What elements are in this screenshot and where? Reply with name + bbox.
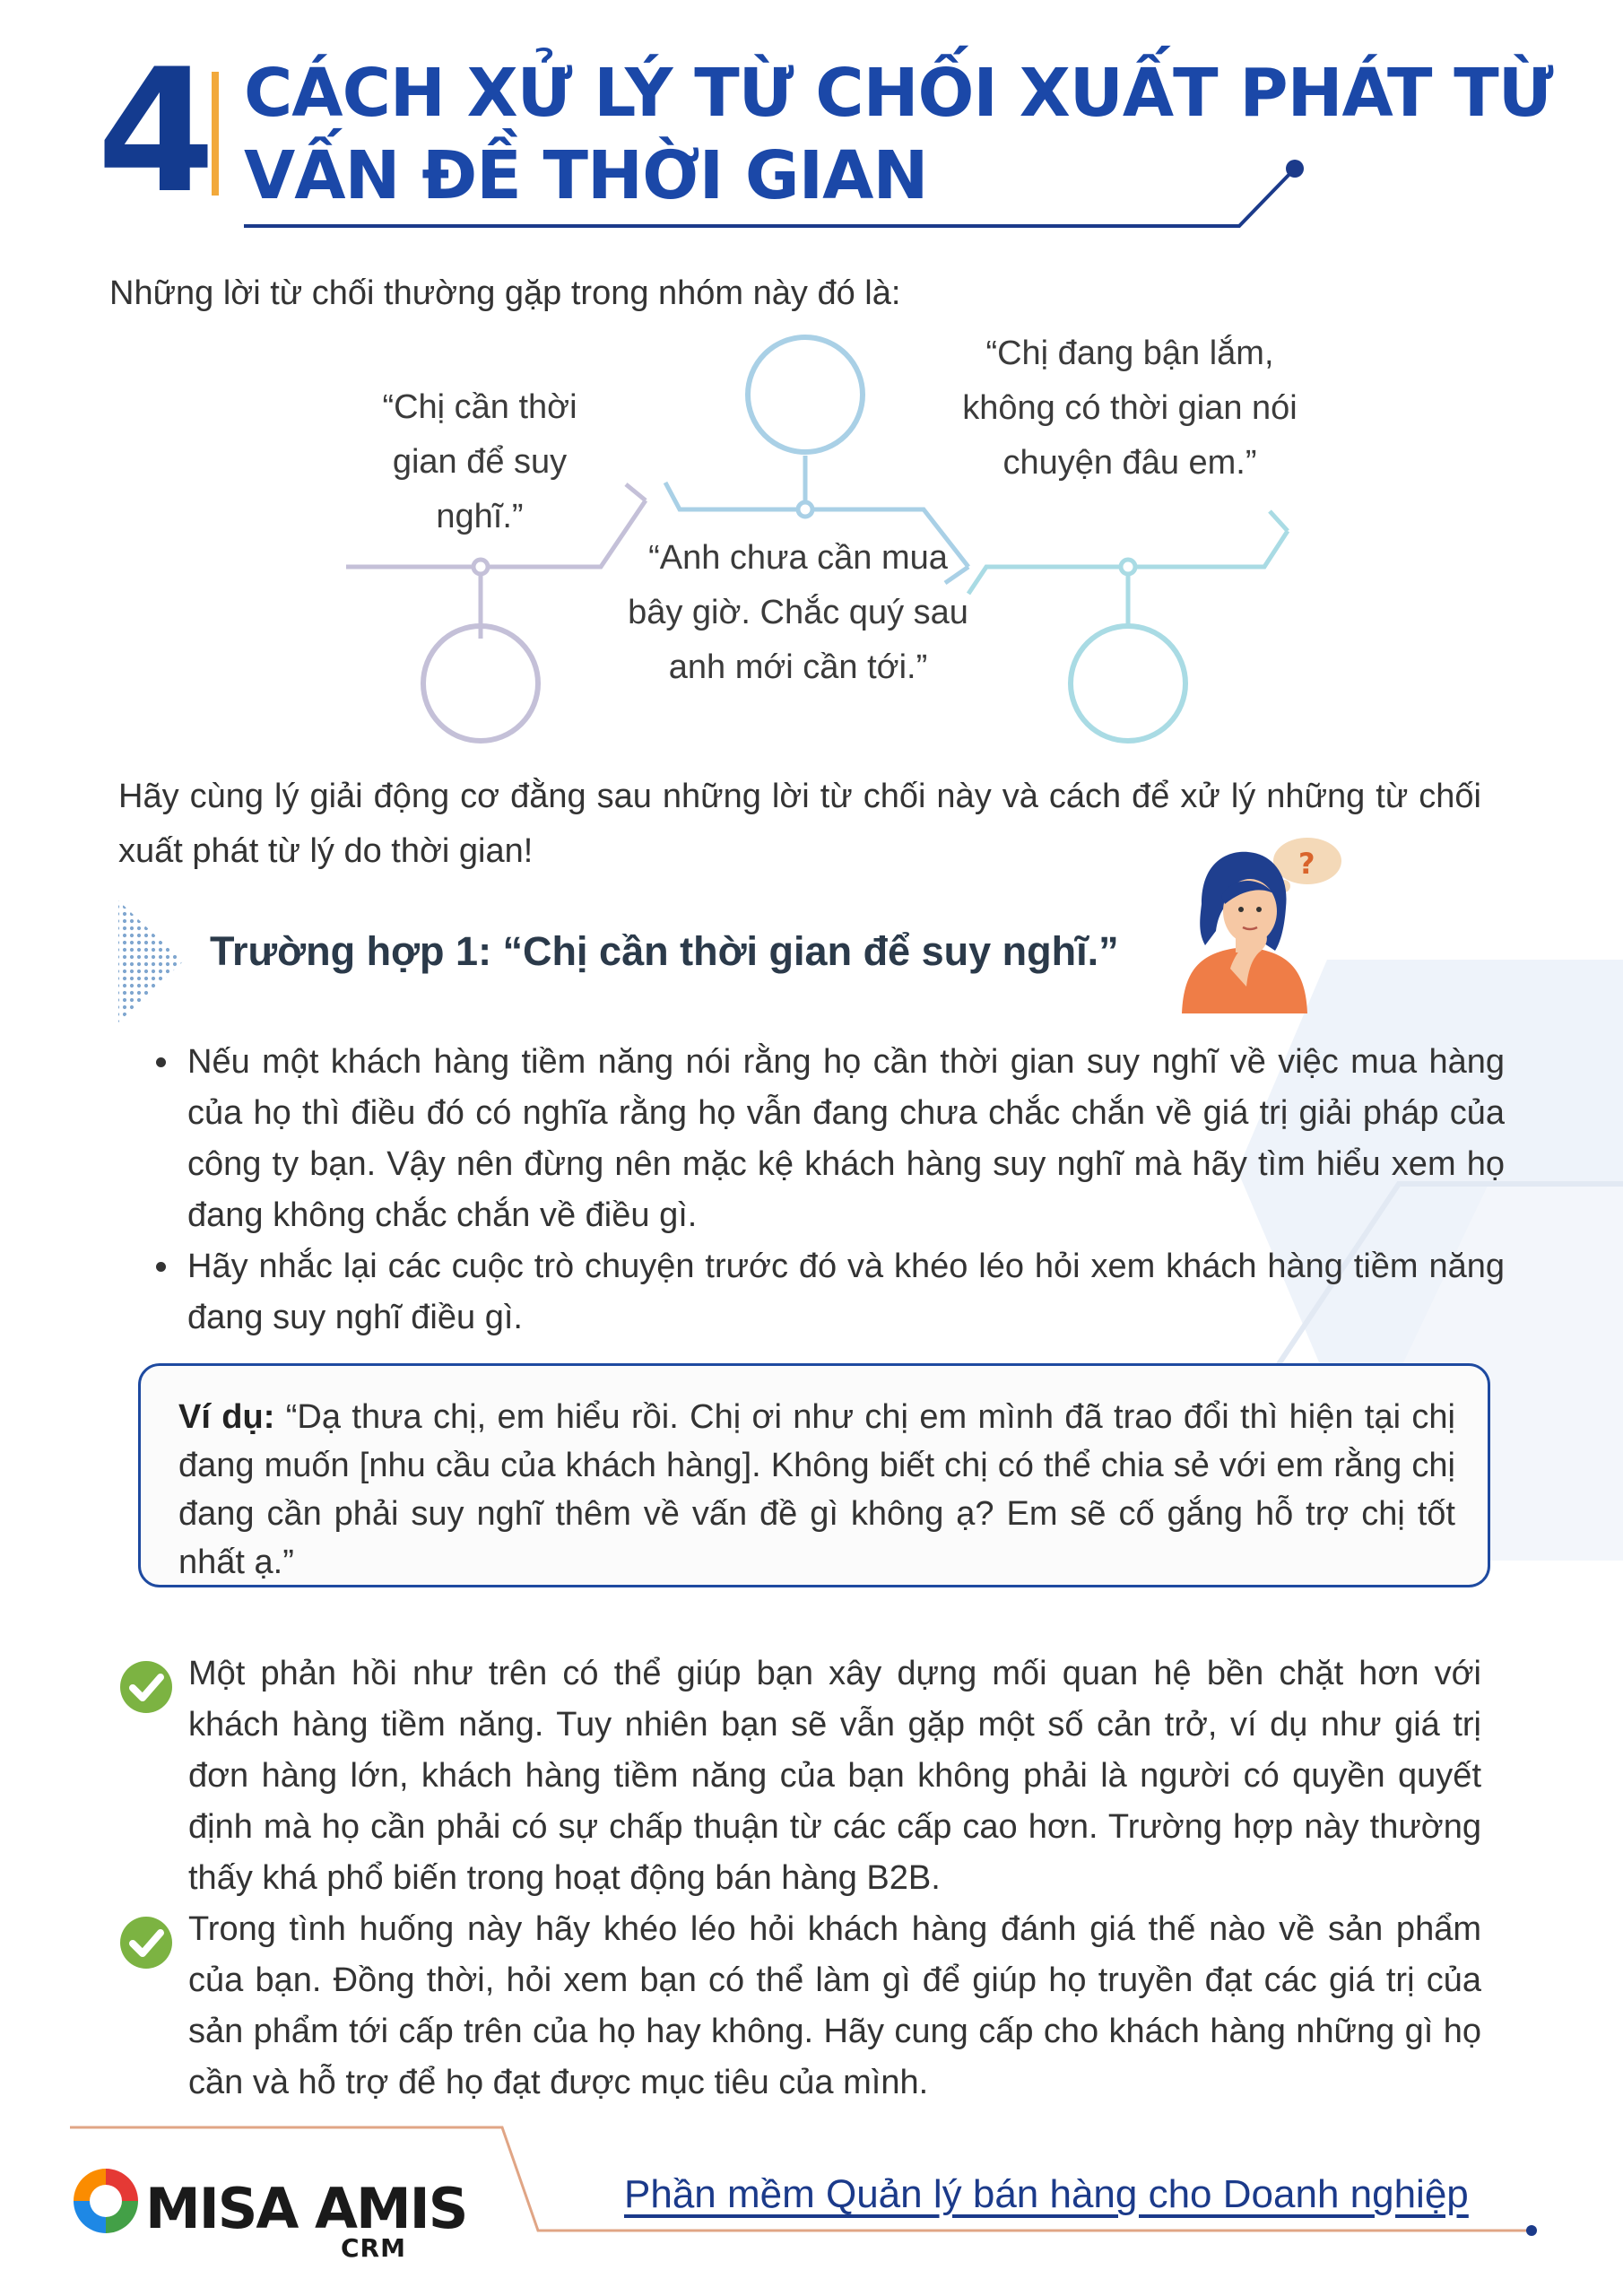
objection-quote-3: “Chị đang bận lắm, không có thời gian nói chuyện đâu em.”	[962, 335, 1298, 482]
intro-text: Những lời từ chối thường gặp trong nhóm này đó là:	[109, 274, 901, 312]
example-text: “Dạ thưa chị, em hiểu rồi. Chị ơi như chị em mình đã trao đổi thì hiện tại chị đang muốn [nhu cầu của khách hàng]. Không biết chị có thể chia sẻ với em rằng chị đang cần phải suy nghĩ thêm về vấn đề gì không ạ? Em sẽ cố gắng hỗ trợ chị tốt nhất ạ.”	[178, 1398, 1455, 1581]
objection-quote-1: “Chị cần thời gian để suy nghĩ.”	[382, 388, 577, 535]
check-item	[118, 1648, 1481, 1904]
number-divider	[212, 72, 219, 196]
section-number: 4	[97, 32, 209, 230]
misa-logo-icon	[70, 2165, 142, 2237]
thinking-woman-illustration	[1166, 834, 1345, 1013]
lead-paragraph: Hãy cùng lý giải động cơ đằng sau những lời từ chối này và cách để xử lý những từ chối xuất phát từ lý do thời gian!	[118, 778, 1481, 870]
case-bullet-list	[148, 1037, 1505, 1344]
svg-text:?: ?	[1298, 847, 1315, 881]
brand-name: MISA AMIS	[145, 2176, 467, 2241]
case-title: Trường hợp 1: “Chị cần thời gian để suy nghĩ.”	[210, 928, 1119, 974]
example-box	[138, 1363, 1490, 1587]
footer-link[interactable]: Phần mềm Quản lý bán hàng cho Doanh nghiệp	[624, 2172, 1469, 2216]
check-circle-icon	[118, 1915, 174, 1970]
example-label: Ví dụ:	[178, 1398, 275, 1436]
title-line-1: CÁCH XỬ LÝ TỪ CHỐI XUẤT PHÁT TỪ	[244, 55, 1553, 132]
check-item	[118, 1904, 1481, 2109]
brand-product: CRM	[341, 2233, 406, 2263]
check-text: Trong tình huống này hãy khéo léo hỏi khách hàng đánh giá thế nào về sản phẩm của bạn. Đồng thời, hỏi xem bạn có thể làm gì để giúp họ truyền đạt các giá trị của sản phẩm tới cấp trên của họ hay không. Hãy cung cấp cho khách hàng những gì họ cần và hỗ trợ để họ đạt được mục tiêu của mình.	[188, 1910, 1481, 2101]
list-item: • Hãy nhắc lại các cuộc trò chuyện trước đó và khéo léo hỏi xem khách hàng tiềm năng đang suy nghĩ điều gì.	[182, 1241, 1505, 1344]
check-circle-icon	[118, 1659, 174, 1715]
check-text: Một phản hồi như trên có thể giúp bạn xây dựng mối quan hệ bền chặt hơn với khách hàng tiềm năng. Tuy nhiên bạn sẽ vẫn gặp một số cản trở, ví dụ như giá trị đơn hàng lớn, khách hàng tiềm năng của bạn không phải là người có quyền quyết định mà họ cần phải có sự chấp thuận từ các cấp cao hơn. Trường hợp này thường thấy khá phổ biến trong hoạt động bán hàng B2B.	[188, 1655, 1481, 1897]
list-item: • Nếu một khách hàng tiềm năng nói rằng họ cần thời gian suy nghĩ về việc mua hàng của họ thì điều đó có nghĩa rằng họ vẫn đang chưa chắc chắn về giá trị giải pháp của công ty bạn. Vậy nên đừng nên mặc kệ khách hàng suy nghĩ mà hãy tìm hiểu xem họ đang không chắc chắn về điều gì.	[182, 1037, 1505, 1241]
title-line-2: VẤN ĐỀ THỜI GIAN	[244, 137, 928, 214]
objection-quote-2: “Anh chưa cần mua bây giờ. Chắc quý sau anh mới cần tới.”	[628, 539, 968, 686]
title-underline-decoration	[244, 152, 1320, 233]
dotted-arrow-icon	[115, 897, 195, 1031]
